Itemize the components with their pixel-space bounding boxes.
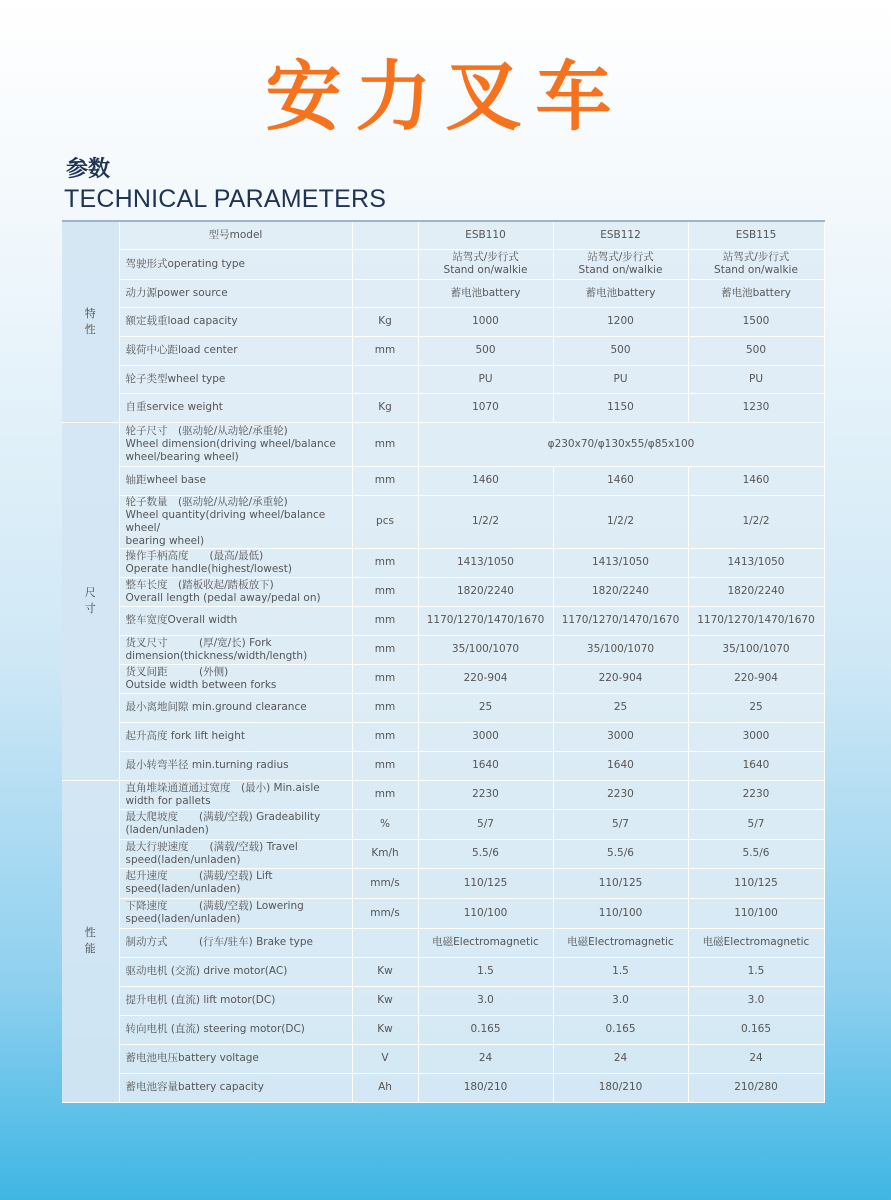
param-value-esb110: 3000 [418,722,553,751]
table-row [62,279,824,307]
param-value-esb110: PU [418,365,553,393]
param-value-esb112: 110/100 [553,898,688,928]
param-unit: mm [352,722,418,751]
param-value-esb112: 1170/1270/1470/1670 [553,606,688,635]
param-name: 轮子尺寸 (驱动轮/从动轮/承重轮) Wheel dimension(driving wheel/balance wheel/bearing wheel) [119,422,352,466]
table-row [62,780,824,809]
param-value-esb115: 1820/2240 [688,577,824,606]
param-value-esb112: 5/7 [553,809,688,839]
param-value-esb115: 210/280 [688,1073,824,1102]
param-value-esb115: 电磁Electromagnetic [688,928,824,957]
param-value-esb115: 站驾式/步行式 Stand on/walkie [688,249,824,279]
param-name: 货叉间距 (外侧) Outside width between forks [119,664,352,693]
param-name: 驱动电机 (交流) drive motor(AC) [119,957,352,986]
param-value-esb112: 110/125 [553,868,688,898]
param-unit: Ah [352,1073,418,1102]
param-value-esb115: 110/125 [688,868,824,898]
section-title-cn: 参数 [66,157,111,182]
param-name: 最小离地间隙 min.ground clearance [119,693,352,722]
param-value-esb110: 1413/1050 [418,548,553,577]
table-row [62,751,824,780]
param-value-esb112: 1.5 [553,957,688,986]
param-unit [352,928,418,957]
param-value-esb115: 1/2/2 [688,495,824,548]
header-unit [352,221,418,249]
param-value-all: φ230x70/φ130x55/φ85x100 [418,422,824,466]
table-row [62,336,824,365]
section-title-en: TECHNICAL PARAMETERS [64,185,387,213]
param-value-esb110: 1460 [418,466,553,495]
table-row [62,693,824,722]
category-label: 特性 [84,306,96,336]
header-model-esb112: ESB112 [553,221,688,249]
param-unit: Km/h [352,839,418,868]
param-value-esb112: 1413/1050 [553,548,688,577]
category-performance [62,780,119,1102]
param-value-esb115: 24 [688,1044,824,1073]
param-value-esb115: 25 [688,693,824,722]
table-row [62,898,824,928]
table-row [62,548,824,577]
param-name: 起升速度 (满载/空载) Lift speed(laden/unladen) [119,868,352,898]
param-name: 直角堆垛通道通过宽度 (最小) Min.aisle width for pallets [119,780,352,809]
param-unit: mm [352,780,418,809]
param-unit: mm [352,693,418,722]
param-unit: Kw [352,957,418,986]
param-value-esb112: 站驾式/步行式 Stand on/walkie [553,249,688,279]
param-value-esb115: 5/7 [688,809,824,839]
param-value-esb110: 24 [418,1044,553,1073]
param-value-esb110: 5/7 [418,809,553,839]
table-row [62,1044,824,1073]
param-value-esb110: 110/100 [418,898,553,928]
param-value-esb112: 35/100/1070 [553,635,688,664]
param-value-esb110: 35/100/1070 [418,635,553,664]
param-value-esb115: 5.5/6 [688,839,824,868]
header-model-esb115: ESB115 [688,221,824,249]
brand-title: 安力叉车 [265,52,626,141]
param-value-esb112: 1200 [553,307,688,336]
param-name: 轴距wheel base [119,466,352,495]
param-name: 驾驶形式operating type [119,249,352,279]
category-label: 性能 [84,926,96,955]
table-row [62,1015,824,1044]
param-unit: mm [352,635,418,664]
category-dimensions [62,422,119,780]
table-row [62,307,824,336]
header-model-esb110: ESB110 [418,221,553,249]
table-row [62,249,824,279]
param-unit: mm [352,466,418,495]
table-row [62,809,824,839]
param-value-esb112: 24 [553,1044,688,1073]
table-row [62,422,824,466]
param-value-esb115: 3000 [688,722,824,751]
table-row [62,839,824,868]
param-unit: Kg [352,307,418,336]
param-unit: mm [352,577,418,606]
param-name: 转向电机 (直流) steering motor(DC) [119,1015,352,1044]
param-unit: pcs [352,495,418,548]
param-unit: Kw [352,1015,418,1044]
table-row [62,495,824,548]
param-value-esb110: 500 [418,336,553,365]
param-value-esb112: 1/2/2 [553,495,688,548]
param-value-esb115: 220-904 [688,664,824,693]
param-value-esb110: 1820/2240 [418,577,553,606]
table-row [62,664,824,693]
param-name: 提升电机 (直流) lift motor(DC) [119,986,352,1015]
table-row [62,365,824,393]
param-value-esb115: 1413/1050 [688,548,824,577]
param-unit [352,279,418,307]
param-value-esb112: 1820/2240 [553,577,688,606]
param-value-esb115: 500 [688,336,824,365]
param-value-esb112: 1150 [553,393,688,422]
table-row [62,722,824,751]
table-row [62,466,824,495]
table-header-row [62,221,824,249]
param-unit: mm [352,664,418,693]
param-value-esb112: 3000 [553,722,688,751]
param-unit: mm [352,548,418,577]
param-name: 操作手柄高度 (最高/最低) Operate handle(highest/lowest) [119,548,352,577]
param-unit: mm [352,751,418,780]
param-name: 起升高度 fork lift height [119,722,352,751]
param-value-esb112: 1460 [553,466,688,495]
param-name: 轮子数量 (驱动轮/从动轮/承重轮) Wheel quantity(driving wheel/balance wheel/ bearing wheel) [119,495,352,548]
param-unit: mm/s [352,898,418,928]
param-value-esb115: 2230 [688,780,824,809]
param-value-esb115: PU [688,365,824,393]
param-value-esb110: 25 [418,693,553,722]
param-name: 载荷中心距load center [119,336,352,365]
param-unit [352,365,418,393]
param-value-esb115: 1460 [688,466,824,495]
param-name: 蓄电池电压battery voltage [119,1044,352,1073]
header-model-label: 型号model [119,221,352,249]
param-value-esb110: 1/2/2 [418,495,553,548]
param-value-esb115: 1230 [688,393,824,422]
param-value-esb112: 电磁Electromagnetic [553,928,688,957]
param-value-esb115: 35/100/1070 [688,635,824,664]
table-row [62,986,824,1015]
param-value-esb112: 1640 [553,751,688,780]
param-value-esb110: 1640 [418,751,553,780]
param-value-esb115: 3.0 [688,986,824,1015]
param-value-esb112: 500 [553,336,688,365]
param-value-esb112: 0.165 [553,1015,688,1044]
param-value-esb110: 220-904 [418,664,553,693]
param-value-esb112: 2230 [553,780,688,809]
param-value-esb110: 1000 [418,307,553,336]
category-features [62,221,119,422]
param-unit: % [352,809,418,839]
category-label: 尺寸 [84,586,96,615]
param-value-esb115: 0.165 [688,1015,824,1044]
param-unit: Kg [352,393,418,422]
param-unit: V [352,1044,418,1073]
spec-table [62,220,825,1103]
param-value-esb115: 蓄电池battery [688,279,824,307]
table-row [62,393,824,422]
param-name: 最大行驶速度 (满载/空载) Travel speed(laden/unladen) [119,839,352,868]
param-name: 轮子类型wheel type [119,365,352,393]
table-row [62,1073,824,1102]
param-value-esb110: 蓄电池battery [418,279,553,307]
param-value-esb115: 1170/1270/1470/1670 [688,606,824,635]
param-value-esb110: 180/210 [418,1073,553,1102]
param-value-esb112: 25 [553,693,688,722]
param-value-esb115: 110/100 [688,898,824,928]
param-value-esb110: 1170/1270/1470/1670 [418,606,553,635]
param-value-esb112: 180/210 [553,1073,688,1102]
table-row [62,868,824,898]
param-name: 整车长度 (踏板收起/踏板放下) Overall length (pedal away/pedal on) [119,577,352,606]
param-name: 最小转弯半径 min.turning radius [119,751,352,780]
table-row [62,635,824,664]
param-name: 额定载重load capacity [119,307,352,336]
param-value-esb110: 1.5 [418,957,553,986]
param-name: 下降速度 (满载/空载) Lowering speed(laden/unladen) [119,898,352,928]
param-value-esb115: 1640 [688,751,824,780]
param-unit [352,249,418,279]
param-value-esb115: 1.5 [688,957,824,986]
param-unit: mm [352,606,418,635]
param-unit: Kw [352,986,418,1015]
param-name: 动力源power source [119,279,352,307]
param-value-esb110: 1070 [418,393,553,422]
param-unit: mm [352,422,418,466]
param-name: 蓄电池容量battery capacity [119,1073,352,1102]
table-row [62,957,824,986]
table-row [62,606,824,635]
param-value-esb110: 电磁Electromagnetic [418,928,553,957]
param-value-esb110: 110/125 [418,868,553,898]
param-value-esb112: 蓄电池battery [553,279,688,307]
param-value-esb110: 0.165 [418,1015,553,1044]
param-value-esb112: 220-904 [553,664,688,693]
param-value-esb110: 2230 [418,780,553,809]
param-unit: mm/s [352,868,418,898]
param-value-esb110: 5.5/6 [418,839,553,868]
param-name: 最大爬坡度 (满载/空载) Gradeability (laden/unladen) [119,809,352,839]
table-row [62,928,824,957]
param-unit: mm [352,336,418,365]
table-row [62,577,824,606]
param-value-esb112: 3.0 [553,986,688,1015]
param-value-esb112: PU [553,365,688,393]
param-value-esb110: 站驾式/步行式 Stand on/walkie [418,249,553,279]
param-name: 货叉尺寸 (厚/宽/长) Fork dimension(thickness/width/length) [119,635,352,664]
param-name: 自重service weight [119,393,352,422]
param-value-esb112: 5.5/6 [553,839,688,868]
param-name: 制动方式 (行车/驻车) Brake type [119,928,352,957]
param-value-esb110: 3.0 [418,986,553,1015]
param-value-esb115: 1500 [688,307,824,336]
param-name: 整车宽度Overall width [119,606,352,635]
